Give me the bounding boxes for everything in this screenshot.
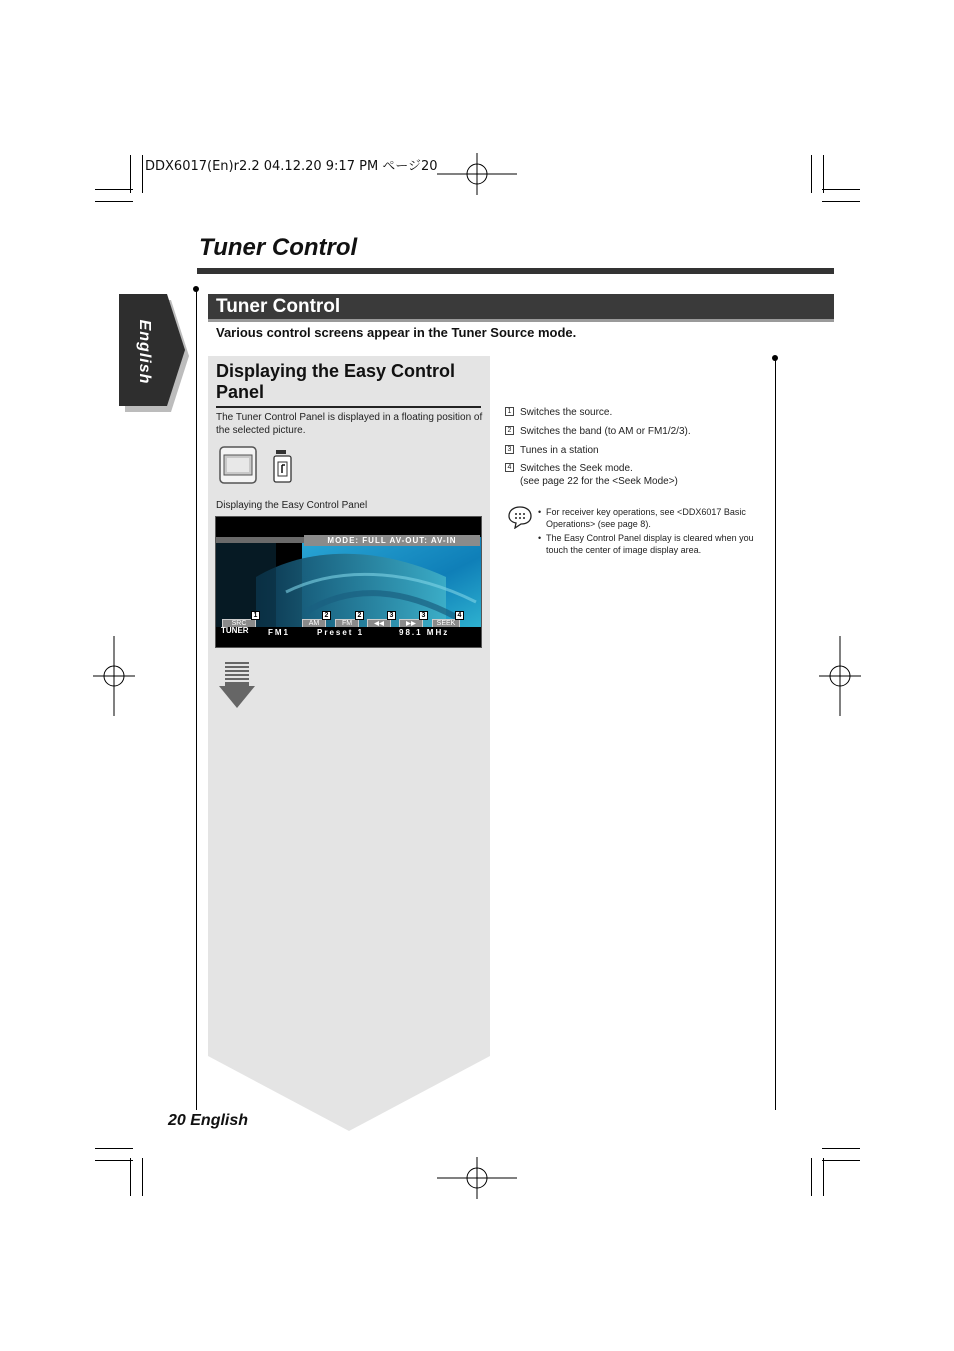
- monitor-icon: [219, 446, 257, 484]
- crop-mark: [823, 1158, 824, 1196]
- crop-mark: [823, 155, 824, 193]
- page-footer: 20 English: [168, 1112, 249, 1129]
- am-button[interactable]: AM: [302, 619, 326, 628]
- fm-button[interactable]: FM: [335, 619, 359, 628]
- seek-button[interactable]: SEEK: [432, 619, 460, 628]
- callout-1: 1: [251, 611, 260, 620]
- note-icon: [507, 505, 533, 529]
- list-number: 1: [505, 407, 514, 416]
- down-arrow-icon: [218, 660, 258, 710]
- crop-mark: [95, 1160, 133, 1161]
- registration-mark-left: [93, 636, 135, 716]
- crop-mark: [95, 1148, 133, 1149]
- crop-mark: [811, 1158, 812, 1196]
- margin-dot: [772, 355, 778, 361]
- page-title: Tuner Control: [199, 234, 358, 261]
- list-text: Switches the Seek mode.: [520, 463, 633, 474]
- screen-preset: Preset 1: [317, 628, 365, 637]
- rewind-icon: [368, 620, 390, 627]
- callout-3a: 3: [387, 611, 396, 620]
- crop-mark: [142, 155, 143, 193]
- crop-mark: [130, 1158, 131, 1196]
- list-number: 3: [505, 445, 514, 454]
- crop-mark: [95, 201, 133, 202]
- crop-mark: [822, 189, 860, 190]
- screen-band: FM1: [268, 628, 290, 637]
- crop-mark: [822, 1160, 860, 1161]
- margin-dot: [193, 286, 199, 292]
- screen-mode-text: MODE: FULL AV-OUT: AV-IN: [304, 535, 480, 546]
- callout-3b: 3: [419, 611, 428, 620]
- panel-title-rule: [216, 406, 481, 408]
- panel-title: Displaying the Easy Control Panel: [216, 361, 456, 402]
- crop-mark: [95, 189, 133, 190]
- list-subtext: (see page 22 for the <Seek Mode>): [520, 476, 678, 487]
- fast-forward-icon: [400, 620, 422, 627]
- section-title: Tuner Control: [216, 296, 341, 317]
- crop-mark: [142, 1158, 143, 1196]
- callout-4: 4: [455, 611, 464, 620]
- screen-caption: Displaying the Easy Control Panel: [216, 500, 368, 511]
- margin-line-right: [775, 358, 776, 1110]
- margin-line-left: [196, 290, 197, 1110]
- remote-button-icon: [273, 450, 293, 484]
- notes: [538, 506, 766, 558]
- note-item: • For receiver key operations, see <DDX6017 Basic Operations> (see page 8).: [538, 506, 766, 530]
- crop-mark: [822, 1148, 860, 1149]
- crop-mark: [822, 201, 860, 202]
- easy-control-screen: [215, 516, 482, 648]
- list-text: Switches the band (to AM or FM1/2/3).: [520, 426, 691, 437]
- language-tab-label: English: [136, 319, 153, 385]
- callout-2a: 2: [322, 611, 331, 620]
- callout-2b: 2: [355, 611, 364, 620]
- crop-mark: [130, 155, 131, 193]
- print-header: DDX6017(En)r2.2 04.12.20 9:17 PM ページ20: [145, 159, 438, 174]
- list-text: Switches the source.: [520, 407, 613, 418]
- title-rule: [197, 268, 834, 274]
- src-button[interactable]: SRC: [222, 619, 256, 628]
- note-item: • The Easy Control Panel display is cleared when you touch the center of image display area.: [538, 532, 766, 556]
- registration-mark-top: [437, 153, 517, 195]
- list-text: Tunes in a station: [520, 445, 599, 456]
- list-number: 4: [505, 463, 514, 472]
- screen-source: TUNER: [221, 626, 249, 635]
- list-number: 2: [505, 426, 514, 435]
- registration-mark-right: [819, 636, 861, 716]
- panel-description: The Tuner Control Panel is displayed in a floating position of the selected picture.: [216, 412, 483, 436]
- screen-top-bar-left: [216, 537, 304, 543]
- section-intro: Various control screens appear in the Tuner Source mode.: [216, 325, 577, 340]
- crop-mark: [811, 155, 812, 193]
- registration-mark-bottom: [437, 1157, 517, 1199]
- screen-frequency: 98.1 MHz: [399, 628, 450, 637]
